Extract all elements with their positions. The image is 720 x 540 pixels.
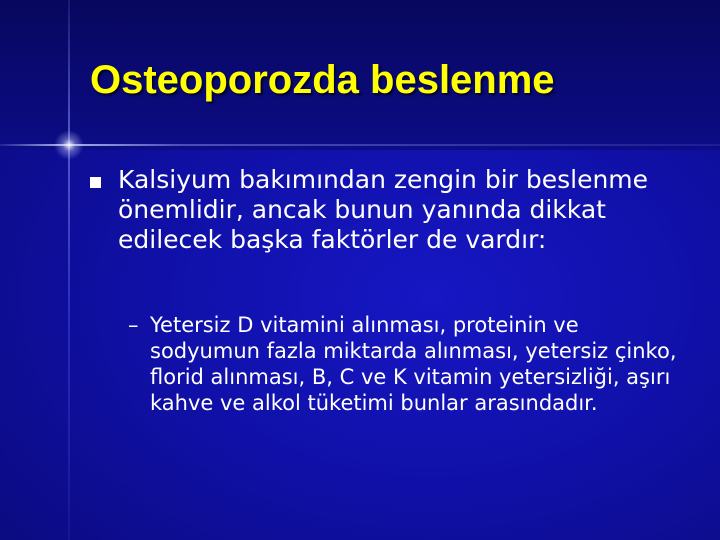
bullet-item	[90, 165, 690, 255]
bullet-text: Kalsiyum bakımından zengin bir beslenme önemlidir, ancak bunun yanında dikkat edilecek başka faktörler de vardır:	[118, 165, 649, 254]
vertical-accent-line	[68, 0, 70, 540]
sub-bullet-marker: –	[128, 313, 139, 337]
sub-bullet-item	[128, 312, 688, 416]
slide-title: Osteoporozda beslenme	[90, 58, 555, 102]
sub-bullet-text: Yetersiz D vitamini alınması, proteinin ve sodyumun fazla miktarda alınması, yetersiz çinko, florid alınması, B, C ve K vitamin yetersizliği, aşırı kahve ve alkol tüketimi bunlar arasındadır.	[150, 313, 677, 415]
crosshair-sparkle-icon	[54, 130, 84, 160]
square-bullet-icon	[90, 177, 101, 188]
horizontal-accent-line	[0, 144, 720, 146]
